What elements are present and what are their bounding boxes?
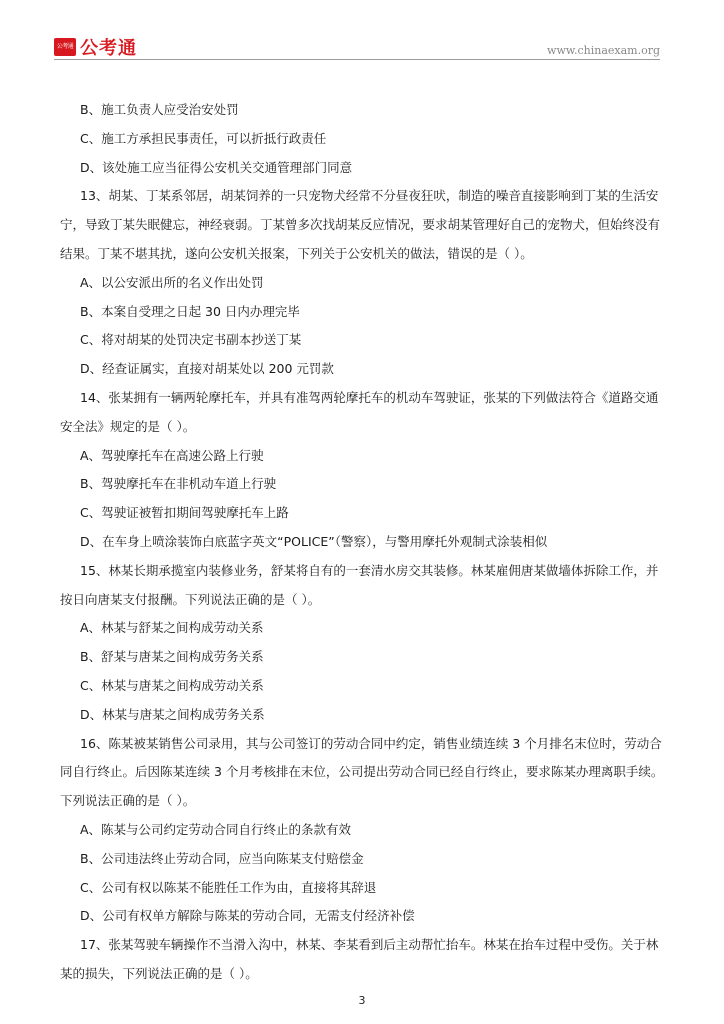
question-text-continued: 结果。丁某不堪其扰，遂向公安机关报案，下列关于公安机关的做法，错误的是（ ）。 <box>60 245 533 261</box>
answer-option: B、公司违法终止劳动合同，应当向陈某支付赔偿金 <box>80 850 364 866</box>
question-text-continued: 按日向唐某支付报酬。下列说法正确的是（ ）。 <box>60 591 321 607</box>
answer-option: B、施工负责人应受治安处罚 <box>80 102 239 117</box>
header-divider <box>54 59 660 60</box>
brand-logo <box>54 34 137 60</box>
answer-option: A、以公安派出所的名义作出处罚 <box>80 274 264 290</box>
answer-option: D、该处施工应当征得公安机关交通管理部门同意 <box>80 159 353 175</box>
page-number: 3 <box>358 994 366 1007</box>
answer-option: C、林某与唐某之间构成劳动关系 <box>80 677 264 693</box>
answer-option: C、驾驶证被暂扣期间驾驶摩托车上路 <box>80 505 289 521</box>
question-text: 15、林某长期承揽室内装修业务，舒某将自有的一套清水房交其装修。林某雇佣唐某做墙体拆除工作，并 <box>80 562 659 578</box>
question-text: 16、陈某被某销售公司录用，其与公司签订的劳动合同中约定，销售业绩连续 3 个月排名末位时，劳动合 <box>80 735 662 751</box>
answer-option: A、陈某与公司约定劳动合同自行终止的条款有效 <box>80 821 352 837</box>
site-url: www.chinaexam.org <box>547 44 660 57</box>
answer-option: C、将对胡某的处罚决定书副本抄送丁某 <box>80 332 302 348</box>
document-body <box>60 96 670 989</box>
question-text: 14、张某拥有一辆两轮摩托车，并具有准驾两轮摩托车的机动车驾驶证，张某的下列做法符合《道路交通 <box>80 389 659 405</box>
answer-option: B、驾驶摩托车在非机动车道上行驶 <box>80 476 277 492</box>
answer-option: A、驾驶摩托车在高速公路上行驶 <box>80 447 264 463</box>
answer-option: D、公司有权单方解除与陈某的劳动合同，无需支付经济补偿 <box>80 908 415 924</box>
answer-option: D、在车身上喷涂装饰白底蓝字英文“POLICE”（警察），与警用摩托外观制式涂装相似 <box>80 533 548 549</box>
logo-badge: 公考通 <box>54 38 76 56</box>
question-text-continued: 某的损失，下列说法正确的是（ ）。 <box>60 965 258 981</box>
answer-option: C、施工方承担民事责任，可以折抵行政责任 <box>80 130 327 146</box>
answer-option: D、经查证属实，直接对胡某处以 200 元罚款 <box>80 361 334 377</box>
answer-option: A、林某与舒某之间构成劳动关系 <box>80 620 264 636</box>
question-text-continued: 安全法》规定的是（ ）。 <box>60 418 196 434</box>
question-text-continued: 同自行终止。后因陈某连续 3 个月考核排在末位，公司提出劳动合同已经自行终止，要求陈某办理离职手续。 <box>60 764 664 780</box>
question-text-continued: 下列说法正确的是（ ）。 <box>60 793 196 809</box>
question-text: 17、张某驾驶车辆操作不当滑入沟中，林某、李某看到后主动帮忙抬车。林某在抬车过程中受伤。关于林 <box>80 937 659 953</box>
logo-text: 公考通 <box>80 38 137 59</box>
question-text-continued: 宁，导致丁某失眠健忘，神经衰弱。丁某曾多次找胡某反应情况，要求胡某管理好自己的宠物犬，但始终没有 <box>60 217 661 233</box>
answer-option: B、舒某与唐某之间构成劳务关系 <box>80 649 264 665</box>
answer-option: B、本案自受理之日起 30 日内办理完毕 <box>80 303 300 319</box>
question-text: 13、胡某、丁某系邻居，胡某饲养的一只宠物犬经常不分昼夜狂吠，制造的噪音直接影响到丁某的生活安 <box>80 188 659 204</box>
answer-option: C、公司有权以陈某不能胜任工作为由，直接将其辞退 <box>80 879 377 895</box>
page-header <box>0 0 724 62</box>
answer-option: D、林某与唐某之间构成劳务关系 <box>80 706 265 722</box>
